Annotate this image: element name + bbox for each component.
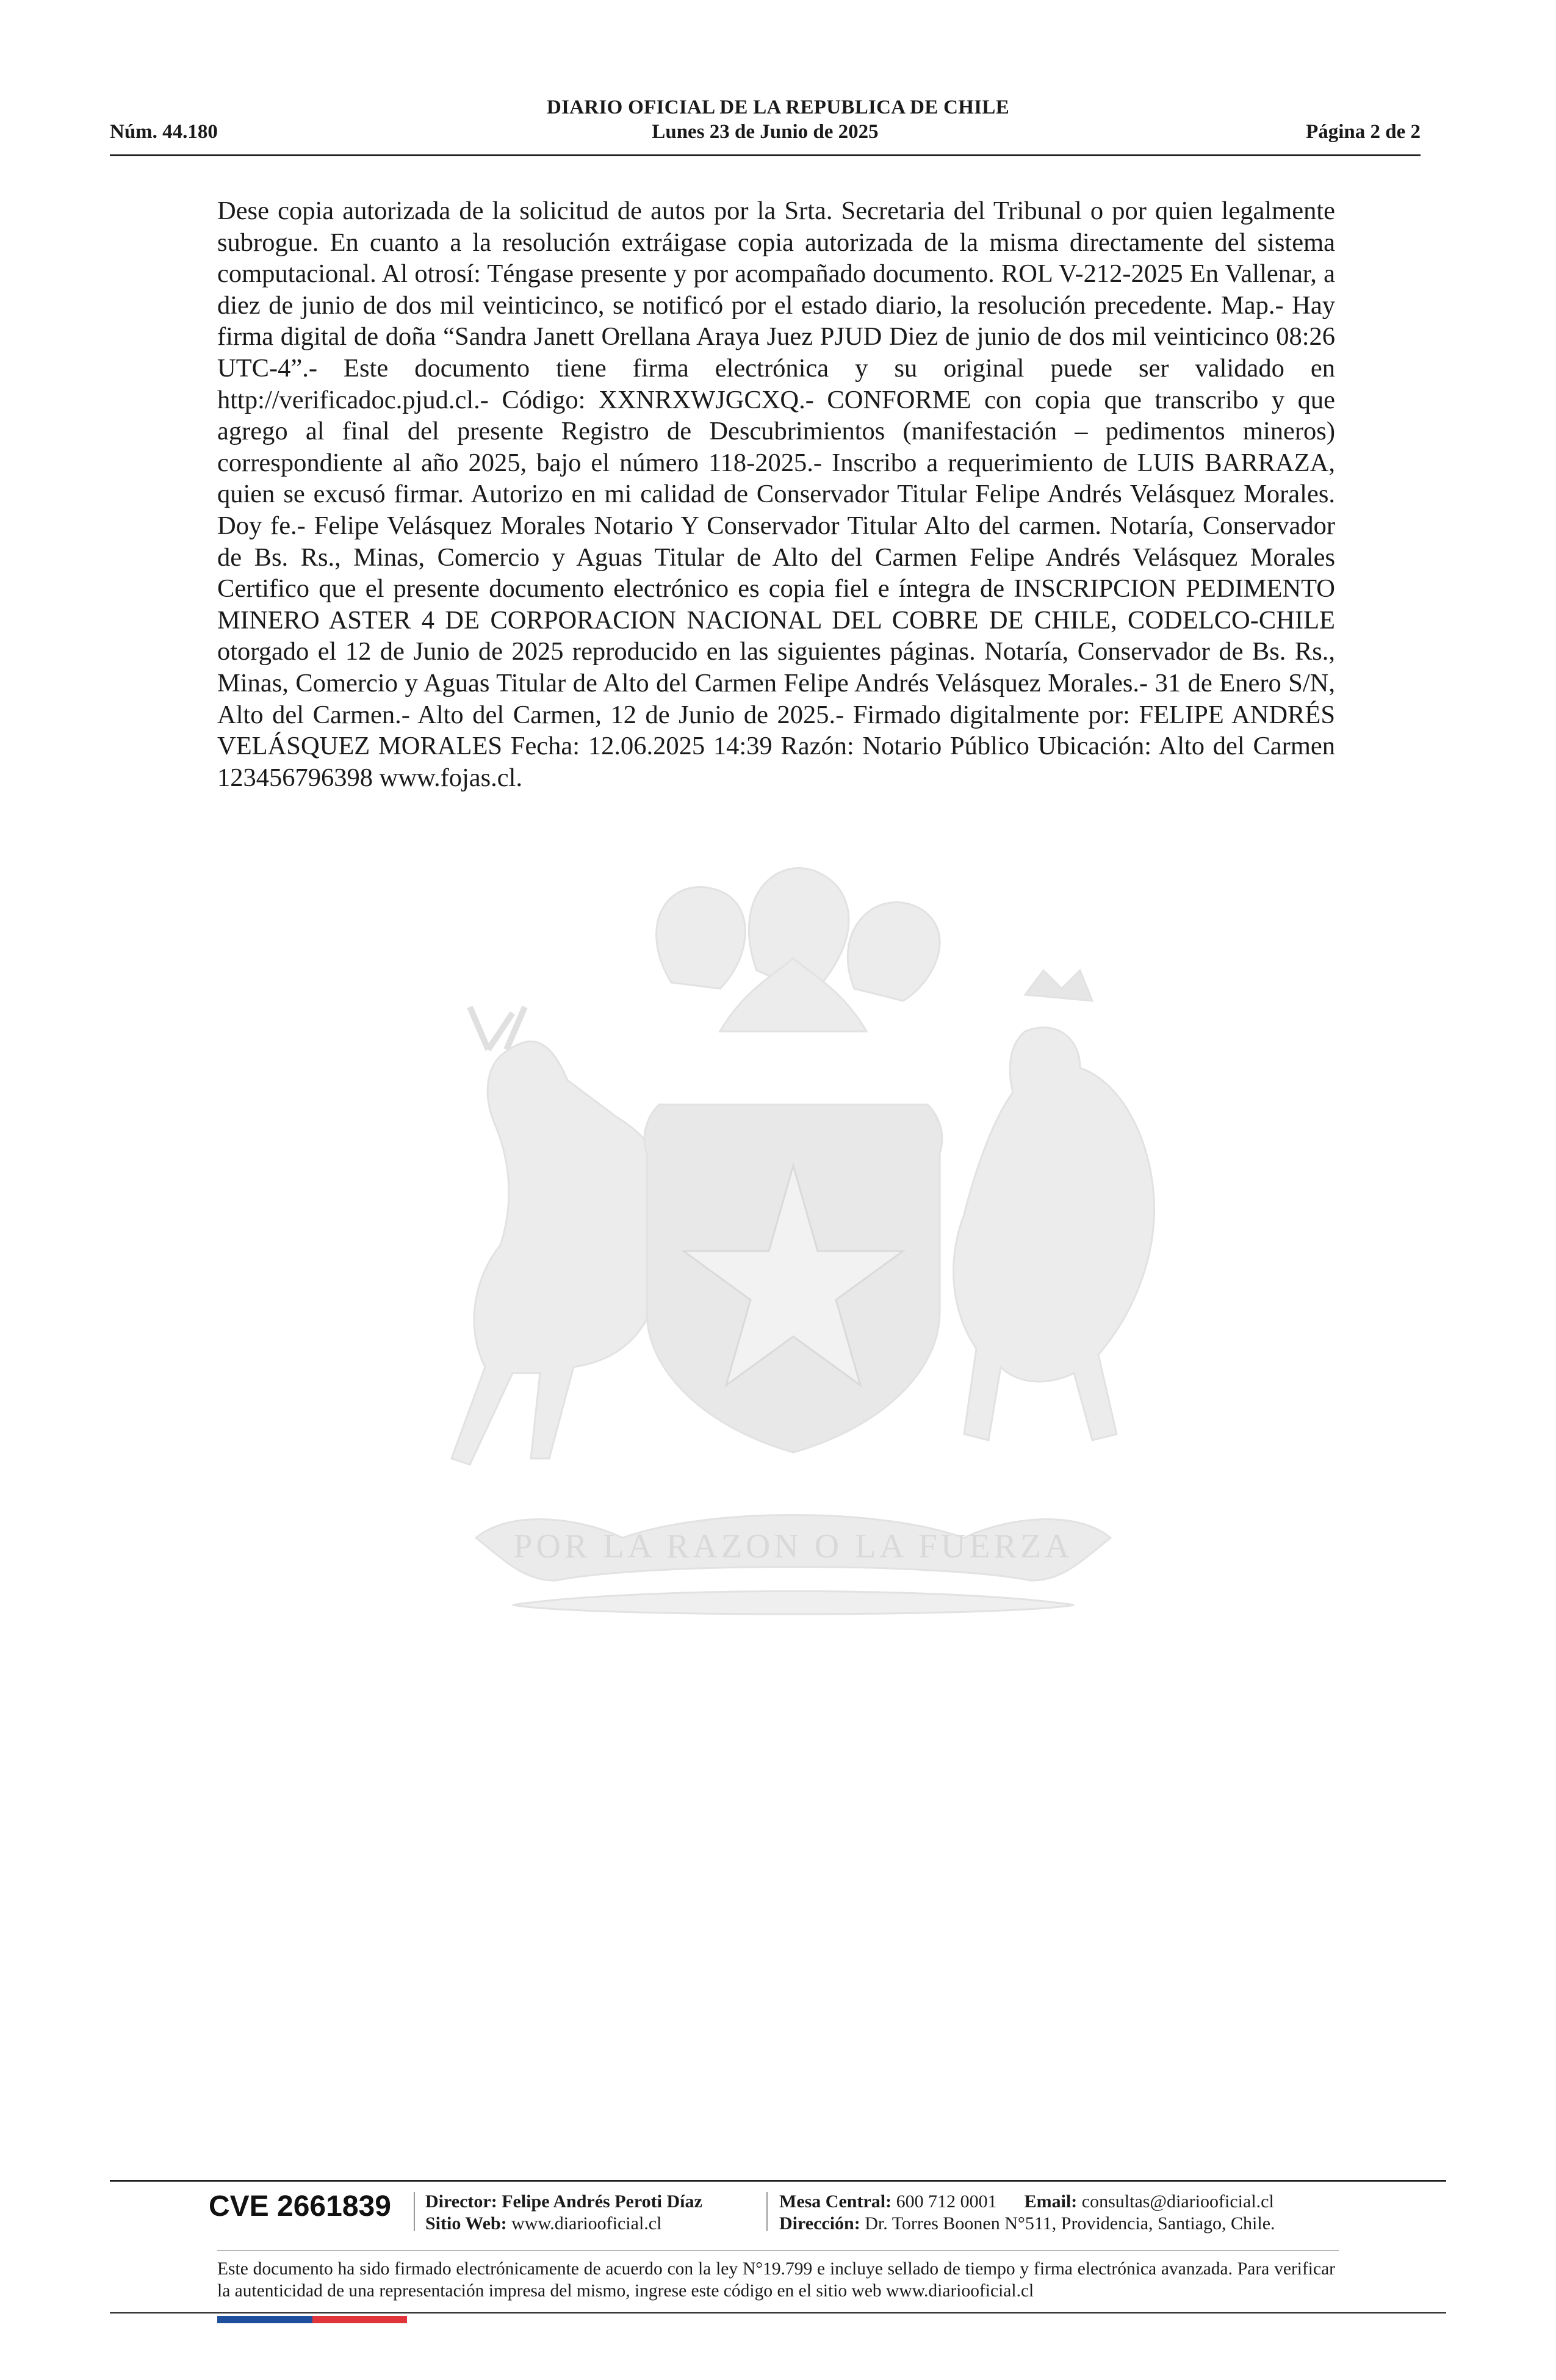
email-link[interactable]: consultas@diariooficial.cl xyxy=(1081,2191,1274,2212)
phone-label: Mesa Central: xyxy=(779,2191,892,2212)
condor xyxy=(954,1028,1154,1440)
plume-left xyxy=(657,887,746,989)
footer-separator xyxy=(766,2192,768,2231)
footer-contact-block xyxy=(779,2191,1275,2235)
director-label: Director: xyxy=(425,2191,497,2212)
electronic-signature-note: Este documento ha sido firmado electrónicamente de acuerdo con la ley N°19.799 e incluye sellado de tiempo y firma electrónica avanzada. Para verificar la autenticidad de una representación impresa del mismo, ingrese este código en el sitio web www.diariooficial.cl xyxy=(217,2259,1335,2301)
footer-divider-bottom xyxy=(110,2312,1446,2313)
address-value: Dr. Torres Boonen N°511, Providencia, Santiago, Chile. xyxy=(865,2213,1275,2234)
header-row xyxy=(110,121,1421,148)
issue-number: Núm. 44.180 xyxy=(110,121,218,143)
header-divider xyxy=(110,154,1421,156)
flag-stripe-red xyxy=(312,2316,407,2323)
page-indicator: Página 2 de 2 xyxy=(1306,121,1421,143)
cve-code: CVE 2661839 xyxy=(209,2190,391,2223)
website-label: Sitio Web: xyxy=(425,2213,507,2234)
footer-director-block xyxy=(425,2191,702,2235)
document-body: Dese copia autorizada de la solicitud de autos por la Srta. Secretaria del Tribunal o por quien legalmente subrogue. En cuanto a la resolución extráigase copia autorizada de la misma directamente del sistema computacional. Al otrosí: Téngase presente y por acompañado documento. ROL V-212-2025 En Vallenar, a diez de junio de dos mil veinticinco, se notificó por el estado diario, la resolución precedente. Map.- Hay firma digital de doña “Sandra Janett Orellana Araya Juez PJUD Diez de junio de dos mil veinticinco 08:26 UTC-4”.- Este documento tiene firma electrónica y su original puede ser validado en http://verificadoc.pjud.cl.- Código: XXNRXWJGCXQ.- CONFORME con copia que transcribo y que agrego al final del presente Registro de Descubrimientos (manifestación – pedimentos mineros) correspondiente al año 2025, bajo el número 118-2025.- Inscribo a requerimiento de LUIS BARRAZA, quien se excusó firmar. Autorizo en mi calidad de Conservador Titular Felipe Andrés Velásquez Morales. Doy fe.- Felipe Velásquez Morales Notario Y Conservador Titular Alto del carmen. Notaría, Conservador de Bs. Rs., Minas, Comercio y Aguas Titular de Alto del Carmen Felipe Andrés Velásquez Morales Certifico que el presente documento electrónico es copia fiel e íntegra de INSCRIPCION PEDIMENTO MINERO ASTER 4 DE CORPORACION NACIONAL DEL COBRE DE CHILE, CODELCO-CHILE otorgado el 12 de Junio de 2025 reproducido en las siguientes páginas. Notaría, Conservador de Bs. Rs., Minas, Comercio y Aguas Titular de Alto del Carmen Felipe Andrés Velásquez Morales.- 31 de Enero S/N, Alto del Carmen.- Alto del Carmen, 12 de Junio de 2025.- Firmado digitalmente por: FELIPE ANDRÉS VELÁSQUEZ MORALES Fecha: 12.06.2025 14:39 Razón: Notario Público Ubicación: Alto del Carmen 123456796398 www.fojas.cl. xyxy=(217,197,1335,792)
motto-text: POR LA RAZON O LA FUERZA xyxy=(513,1527,1073,1565)
flag-stripe-blue xyxy=(217,2316,312,2323)
website-link[interactable]: www.diariooficial.cl xyxy=(511,2213,662,2234)
director-name: Felipe Andrés Peroti Díaz xyxy=(502,2191,702,2212)
footer-divider-top xyxy=(110,2180,1446,2182)
address-label: Dirección: xyxy=(779,2213,860,2234)
email-label: Email: xyxy=(1024,2191,1078,2212)
footer-separator xyxy=(414,2192,415,2231)
phone-value: 600 712 0001 xyxy=(896,2191,997,2212)
huemul xyxy=(452,1042,671,1465)
plume-right xyxy=(848,903,940,1001)
newspaper-title: DIARIO OFICIAL DE LA REPUBLICA DE CHILE xyxy=(546,96,1010,118)
issue-date: Lunes 23 de Junio de 2025 xyxy=(652,121,879,143)
coat-of-arms-watermark xyxy=(330,848,1257,1666)
footer-divider-middle xyxy=(217,2250,1339,2251)
